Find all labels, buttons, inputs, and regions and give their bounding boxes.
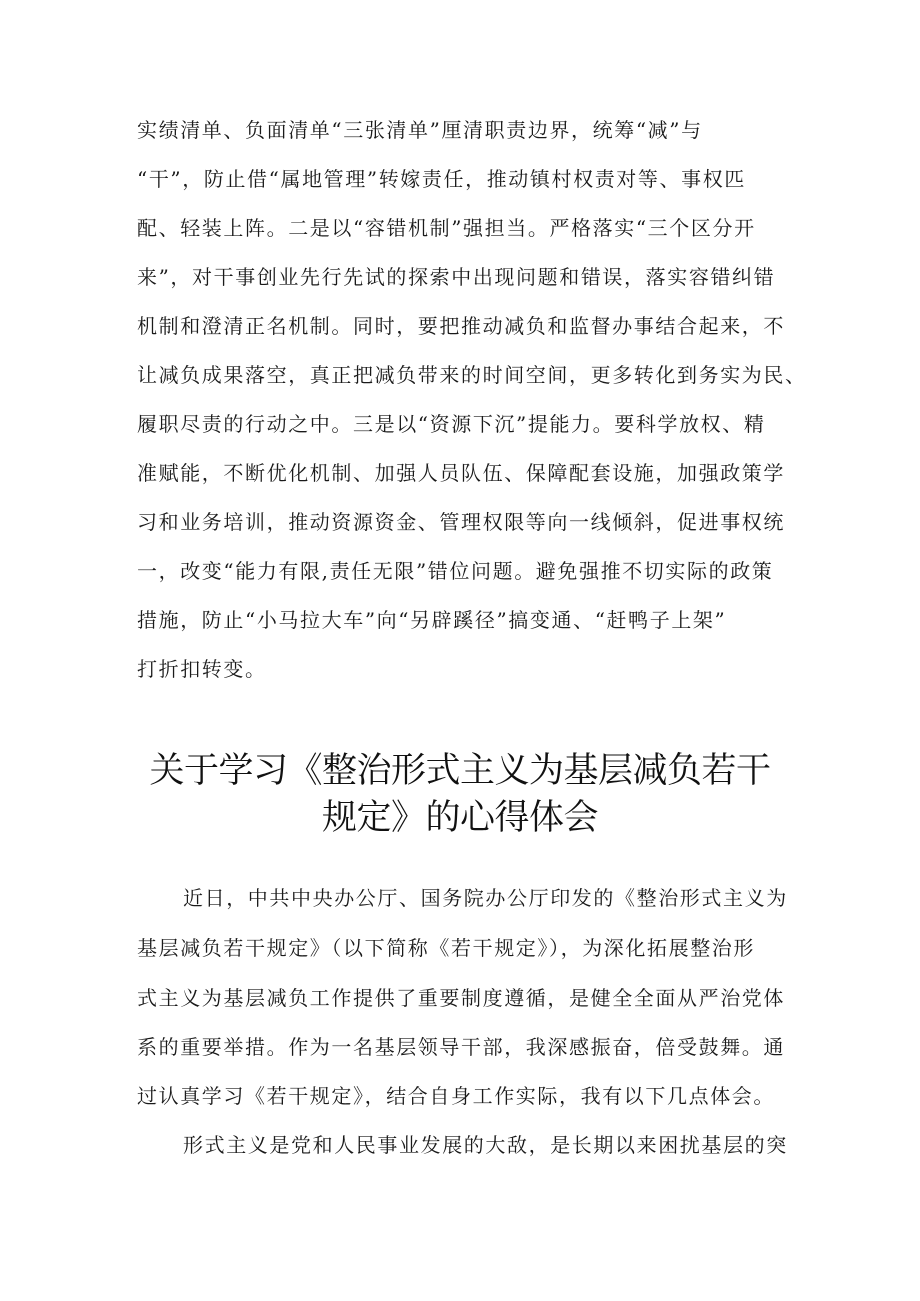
body-line: 配、轻装上阵。二是以“容错机制”强担当。严格落实“三个区分开 <box>137 216 756 240</box>
body-line: 让减负成果落空，真正把减负带来的时间空间，更多转化到务实为民、 <box>137 363 807 387</box>
body-line: 式主义为基层减负工作提供了重要制度遵循，是健全全面从严治党体 <box>137 986 785 1010</box>
body-line: 履职尽责的行动之中。三是以“资源下沉”提能力。要科学放权、精 <box>137 412 766 436</box>
body-line: 准赋能，不断优化机制、加强人员队伍、保障配套设施，加强政策学 <box>137 461 785 485</box>
body-line: 过认真学习《若干规定》，结合自身工作实际，我有以下几点体会。 <box>137 1084 775 1108</box>
body-line: 系的重要举措。作为一名基层领导干部，我深感振奋，倍受鼓舞。通 <box>137 1035 785 1059</box>
body-line: 来”，对干事创业先行先试的探索中出现问题和错误，落实容错纠错 <box>137 265 776 289</box>
body-line: 打折扣转变。 <box>137 657 267 681</box>
body-line: 基层减负若干规定》（以下简称《若干规定》），为深化拓展整治形 <box>137 936 755 960</box>
body-line: “干”，防止借“属地管理”转嫁责任，推动镇村权责对等、事权匹 <box>137 167 746 191</box>
body-line: 措施，防止“小马拉大车”向“另辟蹊径”搞变通、“赶鸭子上架” <box>137 608 727 632</box>
article-title-line-1: 关于学习《整治形式主义为基层减负若干 <box>149 751 771 791</box>
body-line: 近日，中共中央办公厅、国务院办公厅印发的《整治形式主义为 <box>183 886 788 910</box>
body-line: 习和业务培训，推动资源资金、管理权限等向一线倾斜，促进事权统 <box>137 510 785 534</box>
body-line: 形式主义是党和人民事业发展的大敌，是长期以来困扰基层的突 <box>183 1133 788 1157</box>
body-line: 实绩清单、负面清单“三张清单”厘清职责边界，统筹“减”与 <box>137 118 703 142</box>
body-line: 一，改变“能力有限,责任无限”错位问题。避免强推不切实际的政策 <box>137 559 774 583</box>
body-line: 机制和澄清正名机制。同时，要把推动减负和监督办事结合起来，不 <box>137 314 785 338</box>
article-title-line-2: 规定》的心得体会 <box>321 798 598 838</box>
